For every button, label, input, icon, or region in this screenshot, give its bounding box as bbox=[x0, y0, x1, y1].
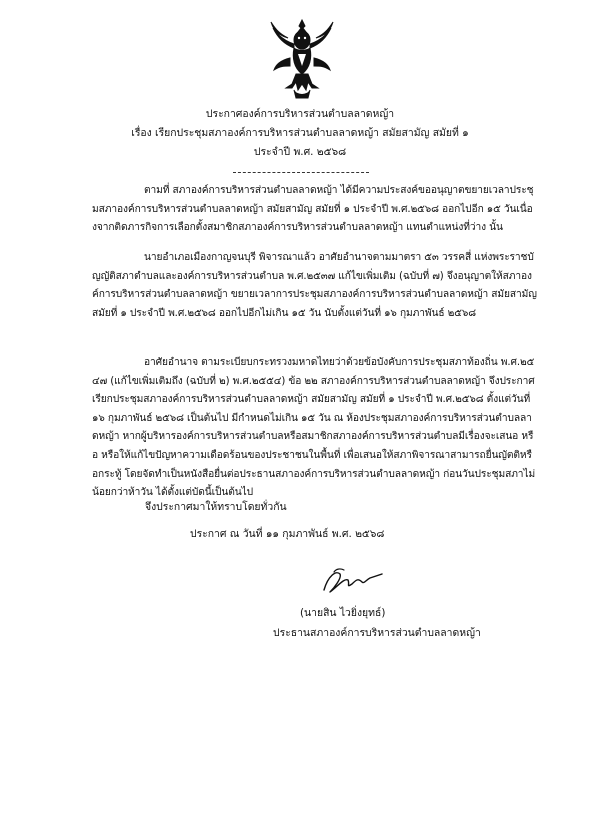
signer-name: (นายสิน ไวยิ่งยุทธ์) bbox=[300, 607, 386, 619]
handwritten-signature bbox=[318, 566, 388, 596]
body-paragraph-3: อาศัยอำนาจ ตามระเบียบกระทรวงมหาดไทยว่าด้วยข้อบังคับการประชุมสภาท้องถิ่น พ.ศ.๒๕๔๗ (แก้ไขเพิ่มเติมถึง (ฉบับที่ ๒) พ.ศ.๒๕๕๔) ข้อ ๒๒ สภาองค์การบริหารส่วนตำบลลาดหญ้า จึงประกาศเรียกประชุมสภาองค์การบริหารส่วนตำบลลาดหญ้า สมัยสามัญ สมัยที่ ๑ ประจำปี พ.ศ.๒๕๖๘ ตั้งแต่วันที่ ๑๖ กุมภาพันธ์ ๒๕๖๘ เป็นต้นไป มีกำหนดไม่เกิน ๑๕ วัน ณ ห้องประชุมสภาองค์การบริหารส่วนตำบลลาดหญ้า หากผู้บริหารองค์การบริหารส่วนตำบลหรือสมาชิกสภาองค์การบริหารส่วนตำบลมีเรื่องจะเสนอ หรือ หรือให้แก้ไขปัญหาความเดือดร้อนของประชาชนในพื้นที่ เพื่อเสนอให้สภาพิจารณาสามารถยื่นญัตติหรือกระทู้ โดยจัดทำเป็นหนังสือยื่นต่อประธานสภาองค์การบริหารส่วนตำบลลาดหญ้า ก่อนวันประชุมสภาไม่น้อยกว่าห้าวัน ได้ตั้งแต่บัดนี้เป็นต้นไป bbox=[92, 357, 536, 499]
announcement-date: ประกาศ ณ วันที่ ๑๑ กุมภาพันธ์ พ.ศ. ๒๕๖๘ bbox=[190, 528, 385, 540]
announcement-year: ประจำปี พ.ศ. ๒๕๖๘ bbox=[253, 146, 347, 158]
closing-line: จึงประกาศมาให้ทราบโดยทั่วกัน bbox=[145, 501, 287, 513]
garuda-emblem-icon bbox=[270, 18, 334, 100]
announcement-title: ประกาศองค์การบริหารส่วนตำบลลาดหญ้า bbox=[205, 108, 395, 120]
title-divider bbox=[233, 172, 369, 173]
announcement-subject: เรื่อง เรียกประชุมสภาองค์การบริหารส่วนตำบลลาดหญ้า สมัยสามัญ สมัยที่ ๑ bbox=[131, 127, 469, 139]
body-paragraph-2: นายอำเภอเมืองกาญจนบุรี พิจารณาแล้ว อาศัยอำนาจตามมาตรา ๕๓ วรรคสี่ แห่งพระราชบัญญัติสภาตำบลและองค์การบริหารส่วนตำบล พ.ศ.๒๕๓๗ แก้ไขเพิ่มเติม (ฉบับที่ ๗) จึงอนุญาตให้สภาองค์การบริหารส่วนตำบลลาดหญ้า ขยายเวลาการประชุมสภาองค์การบริหารส่วนตำบลลาดหญ้า สมัยสามัญ สมัยที่ ๑ ประจำปี พ.ศ.๒๕๖๘ ออกไปอีกไม่เกิน ๑๕ วัน นับตั้งแต่วันที่ ๑๖ กุมภาพันธ์ ๒๕๖๘ bbox=[92, 252, 537, 319]
body-paragraph-1: ตามที่ สภาองค์การบริหารส่วนตำบลลาดหญ้า ได้มีความประสงค์ขออนุญาตขยายเวลาประชุมสภาองค์การบริหารส่วนตำบลลาดหญ้า สมัยสามัญ สมัยที่ ๑ ประจำปี พ.ศ.๒๕๖๘ ออกไปอีก ๑๕ วันเนื่องจากติดภารกิจการเลือกตั้งสมาชิกสภาองค์การบริหารส่วนตำบลลาดหญ้า แทนตำแหน่งที่ว่าง นั้น bbox=[92, 185, 534, 234]
signer-position: ประธานสภาองค์การบริหารส่วนตำบลลาดหญ้า bbox=[273, 627, 481, 639]
